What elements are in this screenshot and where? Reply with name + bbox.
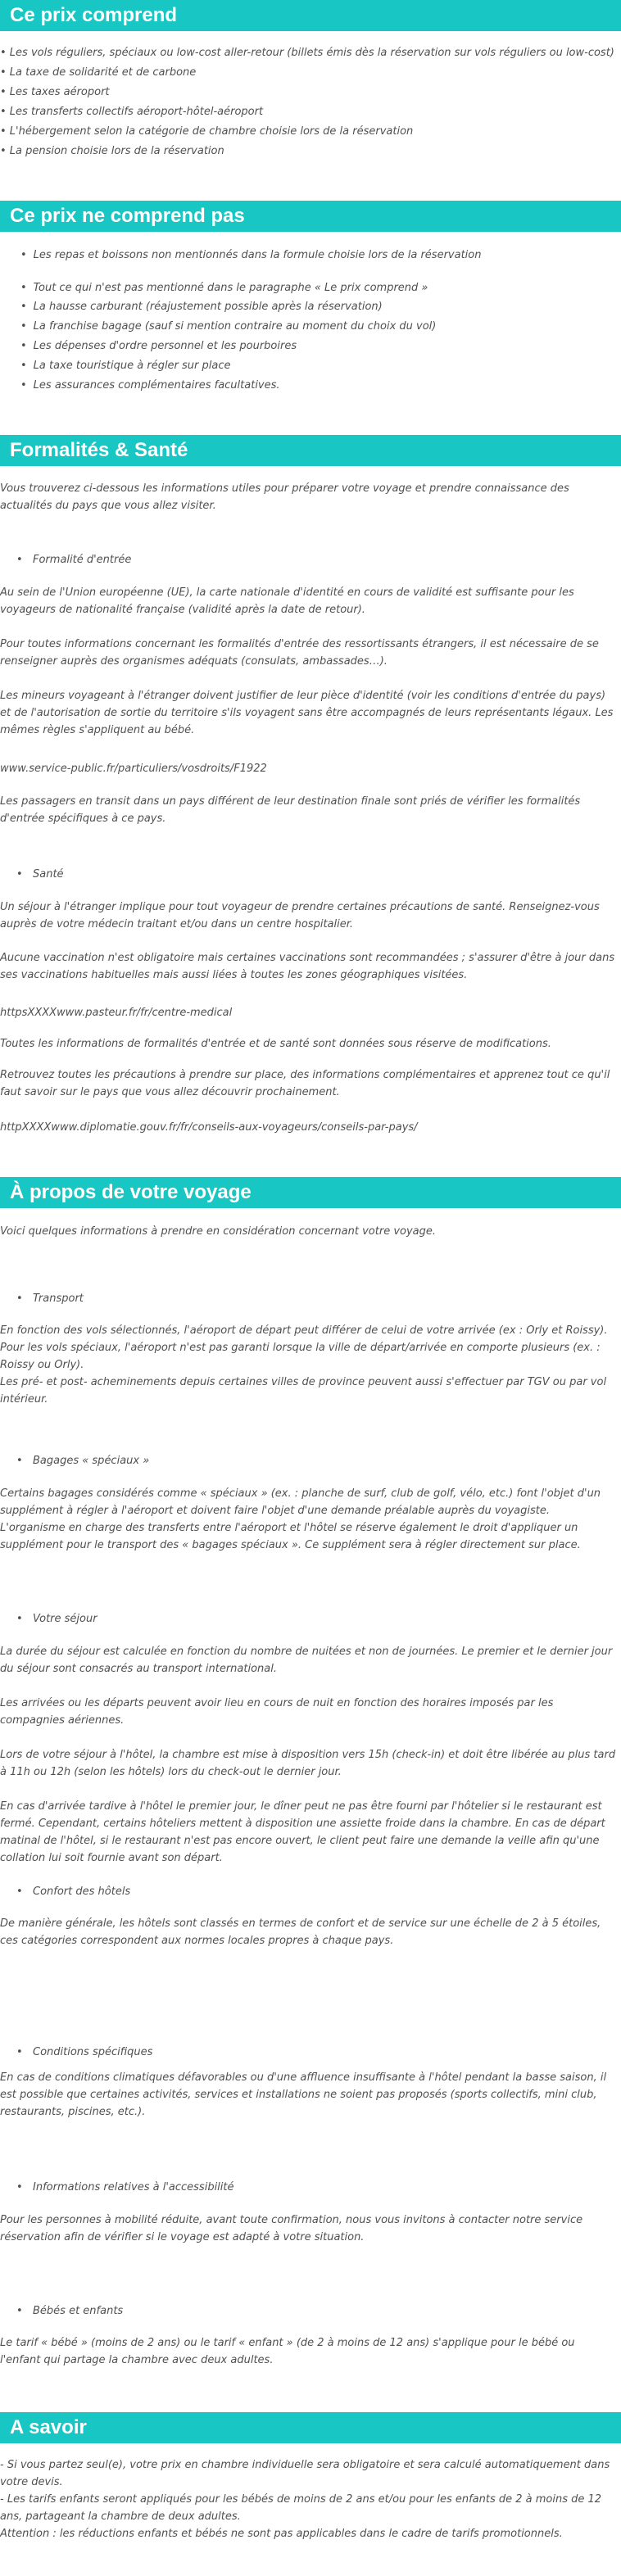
paragraph: Les passagers en transit dans un pays différent de leur destination finale sont priés de vérifier les formalités d'entrée spécifiques à ce pays. (0, 795, 581, 825)
list-item: • La hausse carburant (réajustement possible après la réservation) (20, 301, 383, 313)
paragraph: En fonction des vols sélectionnés, l'aéroport de départ peut différer de celui de votre arrivée (ex : Orly et Roissy). Pour les vols spéciaux, l'aéroport n'est pas garanti lorsque la ville de départ/arrivée en comporte plusieurs (ex. : Roissy ou Orly). (0, 1324, 608, 1371)
subheading-formalite-entree: • Formalité d'entrée (16, 554, 132, 566)
paragraph: - Si vous partez seul(e), votre prix en chambre individuelle sera obligatoire et sera calculé automatiquement dans votre devis. (0, 2459, 610, 2488)
paragraph: Certains bagages considérés comme « spéciaux » (ex. : planche de surf, club de golf, vélo, etc.) font l'objet d'un supplément à régler à l'aéroport et doivent faire l'objet d'une demande préalable auprès du voyagiste. L'organisme en charge des transferts entre l'aéroport et l'hôtel se réserve également le droit d'appliquer un supplément pour le transport des « bagages spéciaux ». Ce supplément sera à régler directement sur place. (0, 1487, 601, 1551)
paragraph: En cas d'arrivée tardive à l'hôtel le premier jour, le dîner peut ne pas être fourni par l'hôtelier si le restaurant est fermé. Cependant, certains hôteliers mettent à disposition une assiette froide dans la chambre. En cas de départ matinal de l'hôtel, si le restaurant n'est pas encore ouvert, le client peut faire une demande la veille afin qu'une collation lui soit fournie avant son départ. (0, 1800, 605, 1864)
paragraph: Les pré- et post- acheminements depuis certaines villes de province peuvent aussi s'effectuer par TGV ou par vol intérieur. (0, 1376, 607, 1406)
reference-link-text: www.service-public.fr/particuliers/vosdroits/F1922 (0, 763, 267, 775)
list-item: • La pension choisie lors de la réservation (0, 145, 224, 157)
list-item: • Les transferts collectifs aéroport-hôtel-aéroport (0, 106, 264, 118)
subheading-transport: • Transport (16, 1293, 84, 1305)
paragraph: Lors de votre séjour à l'hôtel, la chambre est mise à disposition vers 15h (check-in) et doit être libérée au plus tard à 11h ou 12h (selon les hôtels) lors du check-out le dernier jour. (0, 1749, 616, 1778)
paragraph: Le tarif « bébé » (moins de 2 ans) ou le tarif « enfant » (de 2 à moins de 12 ans) s'applique pour le bébé ou l'enfant qui partage la chambre avec deux adultes. (0, 2337, 575, 2366)
paragraph: Toutes les informations de formalités d'entrée et de santé sont données sous réserve de modifications. (0, 1038, 551, 1050)
list-item: • L'hébergement selon la catégorie de chambre choisie lors de la réservation (0, 125, 414, 138)
list-item: • Les taxes aéroport (0, 86, 110, 98)
list-item: • Tout ce qui n'est pas mentionné dans le paragraphe « Le prix comprend » (20, 282, 428, 294)
section-heading-prix-ne-comprend-pas: Ce prix ne comprend pas (0, 201, 621, 232)
section-heading-a-propos-voyage: À propos de votre voyage (0, 1177, 621, 1208)
subheading-bebes-enfants: • Bébés et enfants (16, 2305, 124, 2317)
paragraph: De manière générale, les hôtels sont classés en termes de confort et de service sur une échelle de 2 à 5 étoiles, ces catégories correspondent aux normes locales propres à chaque pays. (0, 1917, 601, 1947)
paragraph: Les arrivées ou les départs peuvent avoir lieu en cours de nuit en fonction des horaires imposés par les compagnies aériennes. (0, 1697, 554, 1727)
reference-link-text: httpXXXXwww.diplomatie.gouv.fr/fr/conseils-aux-voyageurs/conseils-par-pays/ (0, 1121, 418, 1134)
reference-link-text: httpsXXXXwww.pasteur.fr/fr/centre-medical (0, 1007, 233, 1019)
list-item: • La taxe de solidarité et de carbone (0, 66, 197, 79)
intro-text: Vous trouverez ci-dessous les informations utiles pour préparer votre voyage et prendre connaissance des actualités du pays que vous allez visiter. (0, 482, 569, 512)
intro-text: Voici quelques informations à prendre en considération concernant votre voyage. (0, 1225, 437, 1238)
subheading-votre-sejour: • Votre séjour (16, 1613, 97, 1625)
paragraph: Pour toutes informations concernant les formalités d'entrée des ressortissants étrangers, il est nécessaire de se renseigner auprès des organismes adéquats (consulats, ambassades…). (0, 638, 599, 668)
paragraph: Pour les personnes à mobilité réduite, avant toute confirmation, nous vous invitons à contacter notre service réservation afin de vérifier si le voyage est adapté à votre situation. (0, 2214, 583, 2243)
list-item: • La franchise bagage (sauf si mention contraire au moment du choix du vol) (20, 320, 437, 333)
subheading-sante: • Santé (16, 868, 64, 881)
paragraph: En cas de conditions climatiques défavorables ou d'une affluence insuffisante à l'hôtel pendant la basse saison, il est possible que certaines activités, services et installations ne soient pas proposés (sports collectifs, mini club, restaurants, piscines, etc.). (0, 2071, 607, 2118)
paragraph: Les mineurs voyageant à l'étranger doivent justifier de leur pièce d'identité (voir les conditions d'entrée du pays) et de l'autorisation de sortie du territoire s'ils voyagent sans être accompagnés de leurs représentants légaux. Les mêmes règles s'appliquent au bébé. (0, 690, 614, 736)
list-item: • Les repas et boissons non mentionnés dans la formule choisie lors de la réservation (20, 249, 482, 261)
section-heading-a-savoir: A savoir (0, 2412, 621, 2443)
paragraph: Retrouvez toutes les précautions à prendre sur place, des informations complémentaires et apprenez tout ce qu'il faut savoir sur le pays que vous allez découvrir prochainement. (0, 1069, 610, 1098)
paragraph: Un séjour à l'étranger implique pour tout voyageur de prendre certaines précautions de santé. Renseignez-vous auprès de votre médecin traitant et/ou dans un centre hospitalier. (0, 901, 600, 930)
list-item: • Les dépenses d'ordre personnel et les pourboires (20, 340, 297, 352)
list-item: • Les assurances complémentaires facultatives. (20, 379, 280, 392)
paragraph: Aucune vaccination n'est obligatoire mais certaines vaccinations sont recommandées ; s'assurer d'être à jour dans ses vaccinations habituelles mais aussi liées à toutes les zones géographiques visitées. (0, 952, 615, 981)
paragraph: La durée du séjour est calculée en fonction du nombre de nuitées et non de journées. Le premier et le dernier jour du séjour sont consacrés au transport international. (0, 1646, 613, 1675)
subheading-confort-hotels: • Confort des hôtels (16, 1886, 131, 1898)
section-heading-prix-comprend: Ce prix comprend (0, 0, 621, 31)
paragraph: Attention : les réductions enfants et bébés ne sont pas applicables dans le cadre de tarifs promotionnels. (0, 2528, 563, 2540)
section-heading-formalites-sante: Formalités & Santé (0, 435, 621, 466)
paragraph: - Les tarifs enfants seront appliqués pour les bébés de moins de 2 ans et/ou pour les enfants de 2 à moins de 12 ans, partageant la chambre de deux adultes. (0, 2493, 602, 2523)
subheading-accessibilite: • Informations relatives à l'accessibilité (16, 2181, 234, 2193)
subheading-bagages-speciaux: • Bagages « spéciaux » (16, 1455, 150, 1467)
paragraph: Au sein de l'Union européenne (UE), la carte nationale d'identité en cours de validité est suffisante pour les voyageurs de nationalité française (validité après la date de retour). (0, 586, 574, 616)
list-item: • La taxe touristique à régler sur place (20, 360, 231, 372)
list-item: • Les vols réguliers, spéciaux ou low-cost aller-retour (billets émis dès la réservation sur vols réguliers ou low-cost) (0, 47, 614, 59)
subheading-conditions-specifiques: • Conditions spécifiques (16, 2046, 153, 2058)
